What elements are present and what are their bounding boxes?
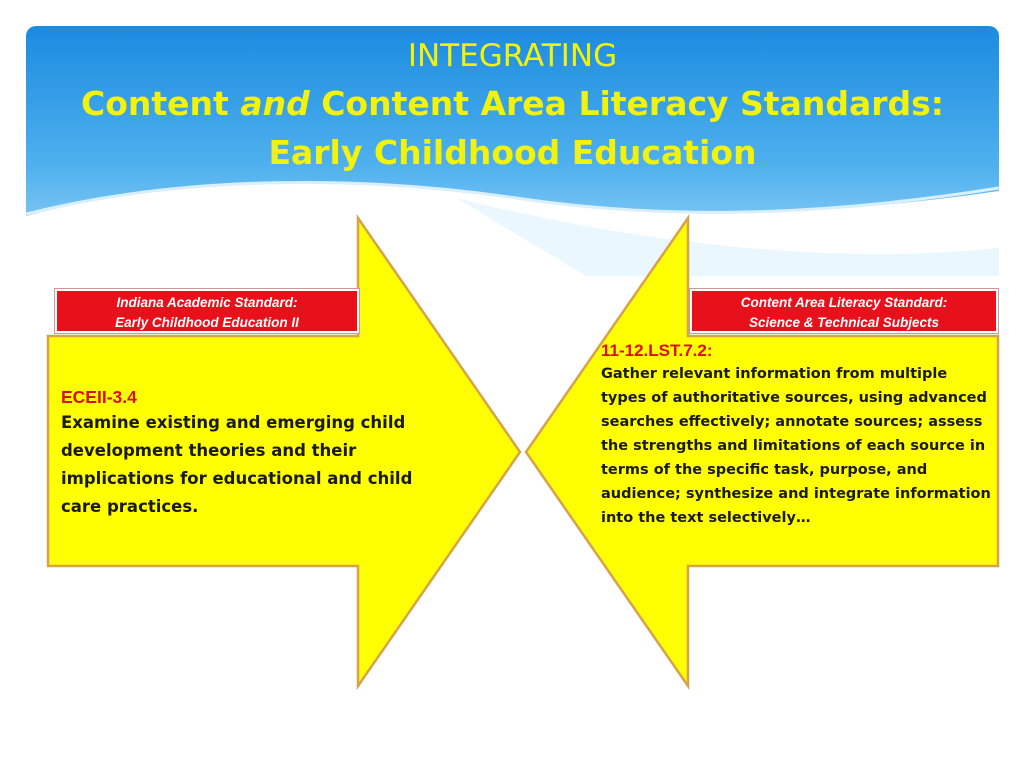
left-standard-label: Indiana Academic Standard: Early Childhood Education II [55,289,359,333]
left-standard-code: ECEII-3.4 [61,387,137,407]
right-standard-code: 11-12.LST.7.2: [601,341,713,360]
title-line-1: INTEGRATING [407,38,618,74]
title-line-3: Early Childhood Education [268,133,757,172]
left-standard-text [61,385,441,521]
right-standard-body: Gather relevant information from multiple types of authoritative sources, using advanced searches effectively; annotate sources; assess the strengths and limitations of each source in terms of the specific task, purpose, and audience; synthesize and integrate information into the text selectively… [601,366,991,526]
right-standard-text [601,340,996,530]
left-standard-body: Examine existing and emerging child development theories and their implications for educational and child care practices. [61,413,413,516]
right-standard-label: Content Area Literacy Standard: Science & Technical Subjects [690,289,998,333]
title-line-2: Content and Content Area Literacy Standards: [81,84,944,123]
